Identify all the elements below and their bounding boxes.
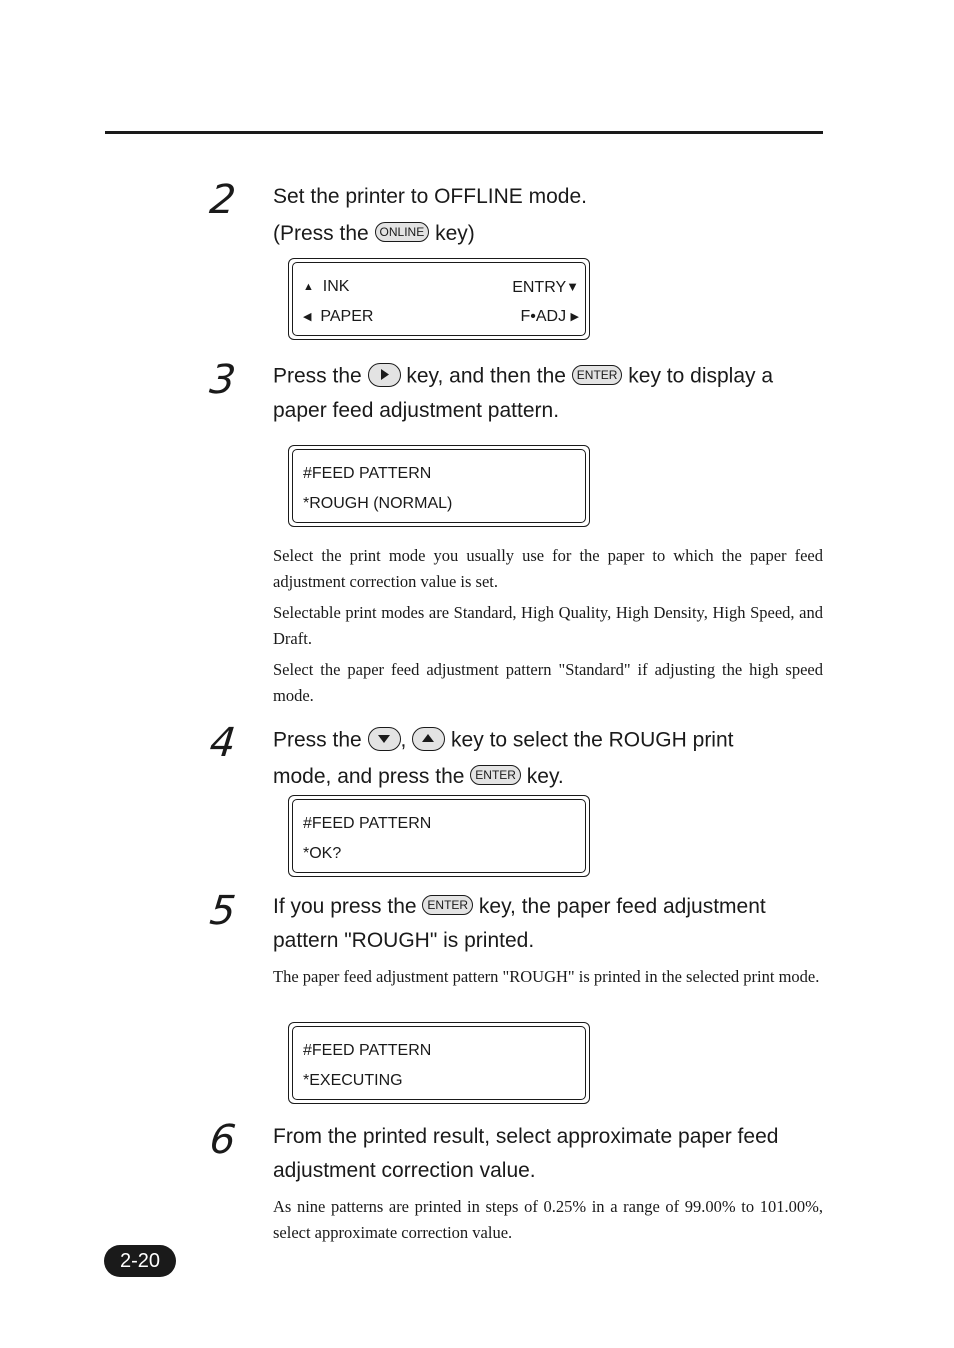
lcd-line-2: *ROUGH (NORMAL) bbox=[303, 495, 453, 512]
online-key: ONLINE bbox=[375, 222, 430, 242]
enter-key: ENTER bbox=[572, 365, 623, 385]
step-number-3: 3 bbox=[207, 357, 238, 403]
step-6-heading-line1: From the printed result, select approximate paper feed bbox=[273, 1125, 779, 1148]
step-6-heading-line2: adjustment correction value. bbox=[273, 1159, 536, 1182]
step-2-heading-line1: Set the printer to OFFLINE mode. bbox=[273, 185, 587, 208]
step-4-text-c: key to select the ROUGH print bbox=[445, 728, 734, 752]
triangle-up-icon: ▲ bbox=[303, 281, 314, 293]
lcd-menu-top-right bbox=[512, 279, 579, 296]
step-3-heading-line2: paper feed adjustment pattern. bbox=[273, 399, 560, 422]
step-5-note-1: The paper feed adjustment pattern "ROUGH" is printed in the selected print mode. bbox=[273, 967, 820, 986]
step-2-text-b: key) bbox=[429, 222, 475, 245]
lcd-line-1: #FEED PATTERN bbox=[303, 815, 432, 832]
step-5-heading-line2: pattern "ROUGH" is printed. bbox=[273, 929, 535, 952]
up-arrow-key-icon bbox=[412, 727, 445, 751]
page-number-badge: 2-20 bbox=[104, 1245, 176, 1277]
step-number-6: 6 bbox=[207, 1117, 238, 1163]
lcd-line-1: #FEED PATTERN bbox=[303, 465, 432, 482]
triangle-left-icon: ◀ bbox=[303, 311, 312, 323]
step-3-text-b: key, and then the bbox=[400, 364, 572, 388]
step-3-note-1: Select the print mode you usually use for the paper to which the paper feed adjustment correction value is set. bbox=[273, 546, 823, 591]
lcd-menu-bottom-right bbox=[520, 309, 579, 325]
lcd-fadj-label: F•ADJ bbox=[520, 308, 567, 325]
top-rule bbox=[105, 131, 823, 134]
step-4-text-d: mode, and press the bbox=[273, 765, 471, 788]
step-4-text-a: Press the bbox=[273, 728, 368, 752]
lcd-line-1: #FEED PATTERN bbox=[303, 1042, 432, 1059]
step-number-5: 5 bbox=[207, 888, 238, 934]
step-3-text-c: key to display a bbox=[622, 364, 774, 388]
step-5-heading-line1 bbox=[273, 896, 833, 917]
step-number-4: 4 bbox=[207, 720, 238, 766]
lcd-pattern-exec-panel bbox=[288, 1022, 590, 1104]
step-4-heading-line1 bbox=[273, 729, 833, 753]
lcd-line-2: *EXECUTING bbox=[303, 1072, 403, 1089]
enter-key: ENTER bbox=[422, 895, 473, 915]
step-5-text-a: If you press the bbox=[273, 895, 423, 918]
step-5-text-b: key, the paper feed adjustment bbox=[473, 895, 766, 918]
enter-key: ENTER bbox=[470, 765, 521, 785]
right-arrow-key-icon bbox=[368, 363, 401, 387]
lcd-menu-screen bbox=[292, 262, 586, 336]
lcd-pattern-rough-screen bbox=[292, 449, 586, 523]
lcd-entry-label: ENTRY bbox=[512, 279, 567, 296]
lcd-line-2: *OK? bbox=[303, 845, 342, 862]
step-2-heading-line2 bbox=[273, 223, 833, 244]
triangle-down-icon: ▼ bbox=[566, 279, 579, 294]
step-6-note-1: As nine patterns are printed in steps of 0.25% in a range of 99.00% to 101.00%, select approximate correction value. bbox=[273, 1197, 823, 1242]
lcd-menu-bottom-left bbox=[303, 309, 373, 325]
step-4-text-b: , bbox=[400, 728, 413, 752]
down-arrow-key-icon bbox=[368, 727, 401, 751]
lcd-pattern-ok-panel bbox=[288, 795, 590, 877]
triangle-right-icon: ▶ bbox=[570, 311, 579, 323]
step-4-heading-line2 bbox=[273, 766, 833, 787]
lcd-pattern-rough-panel bbox=[288, 445, 590, 527]
step-number-2: 2 bbox=[207, 177, 238, 223]
lcd-menu-panel bbox=[288, 258, 590, 340]
step-3-note-2: Selectable print modes are Standard, High Quality, High Density, High Speed, and Draft. bbox=[273, 603, 823, 648]
step-4-text-e: key. bbox=[520, 765, 564, 788]
lcd-menu-top-left bbox=[303, 279, 349, 295]
lcd-paper-label: PAPER bbox=[320, 308, 374, 325]
lcd-ink-label: INK bbox=[322, 278, 350, 295]
step-3-note-3: Select the paper feed adjustment pattern "Standard" if adjusting the high speed mode. bbox=[273, 660, 823, 705]
lcd-pattern-ok-screen bbox=[292, 799, 586, 873]
step-2-text-a: (Press the bbox=[273, 222, 375, 245]
step-3-text-a: Press the bbox=[273, 364, 368, 388]
step-3-heading-line1 bbox=[273, 365, 833, 389]
lcd-pattern-exec-screen bbox=[292, 1026, 586, 1100]
